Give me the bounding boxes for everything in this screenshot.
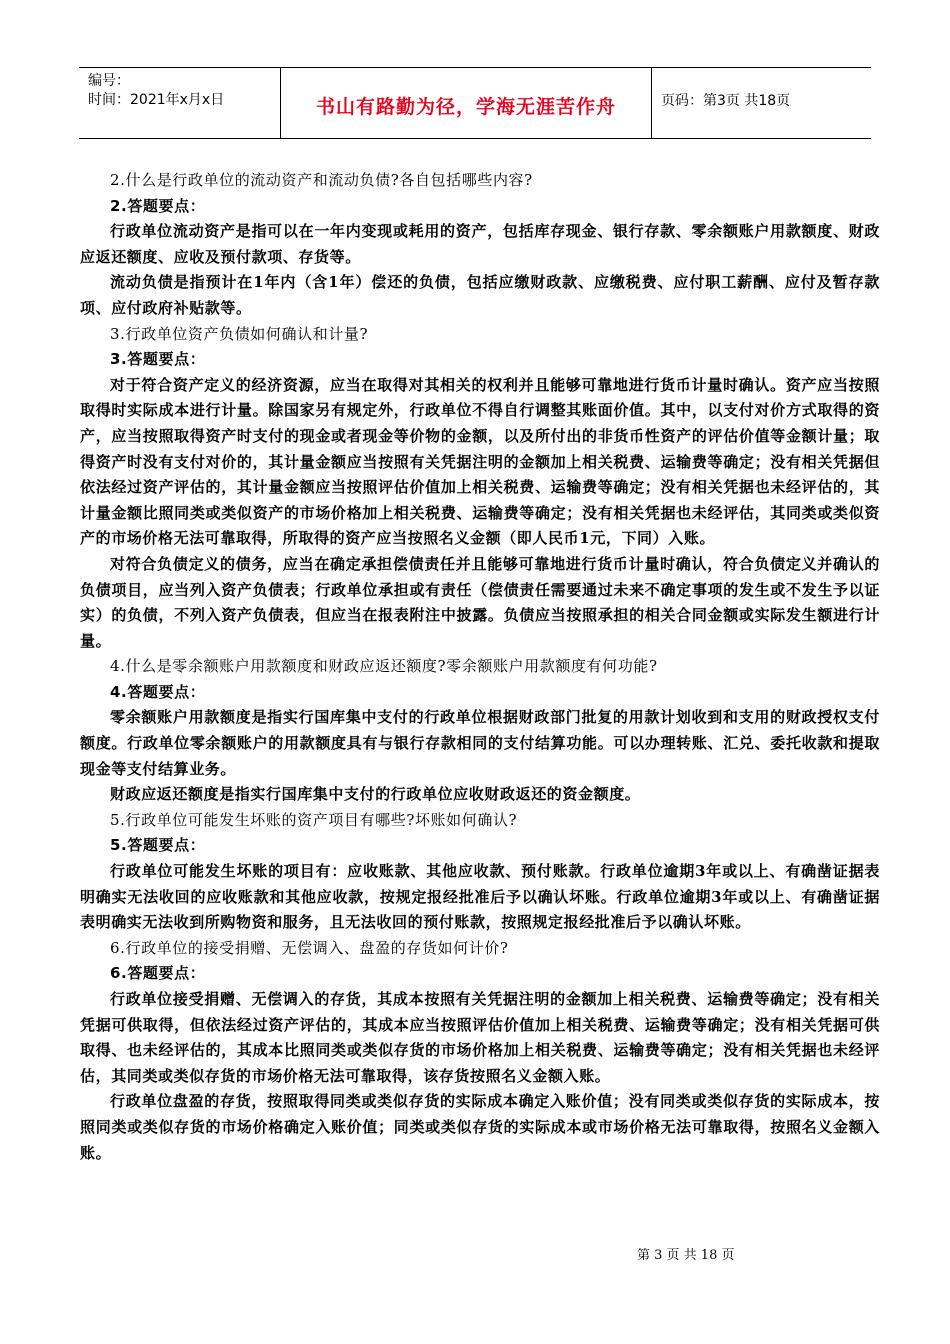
answer-paragraph: 流动负债是指预计在1年内（含1年）偿还的负债，包括应缴财政款、应缴税费、应付职工薪酬、应付及暂存款项、应付政府补贴款等。	[80, 273, 880, 317]
document-body	[80, 168, 880, 1166]
answer-heading: 4.答题要点：	[110, 682, 206, 701]
date-label: 时间：2021年x月x日	[88, 92, 225, 108]
answer-paragraph: 零余额账户用款额度是指实行国库集中支付的行政单位根据财政部门批复的用款计划收到和支用的财政授权支付额度。行政单位零余额账户的用款额度具有与银行存款相同的支付结算功能。可以办理转账、汇兑、委托收款和提取现金等支付结算业务。	[80, 708, 880, 778]
header-motto-cell	[280, 68, 652, 138]
answer-paragraph: 对于符合资产定义的经济资源，应当在取得对其相关的权利并且能够可靠地进行货币计量时确认。资产应当按照取得时实际成本进行计量。除国家另有规定外，行政单位不得自行调整其账面价值。其中，以支付对价方式取得的资产，应当按照取得资产时支付的现金或者现金等价物的金额，以及所付出的非货币性资产的评估价值等金额计量；取得资产时没有支付对价的，其计量金额应当按照有关凭据注明的金额加上相关税费、运输费等确定；没有相关凭据但依法经过资产评估的，其计量金额应当按照评估价值加上相关税费、运输费等确定；没有相关凭据也未经评估的，其计量金额比照同类或类似资产的市场价格加上相关税费、运输费等确定；没有相关凭据也未经评估，其同类或类似资产的市场价格无法可靠取得，所取得的资产应当按照名义金额（即人民币1元，下同）入账。	[80, 375, 880, 548]
answer-paragraph: 行政单位可能发生坏账的项目有：应收账款、其他应收款、预付账款。行政单位逾期3年或以上、有确凿证据表明确实无法收回的应收账款和其他应收款，按规定报经批准后予以确认坏账。行政单位逾期3年或以上、有确凿证据表明确实无法收到所购物资和服务，且无法收回的预付账款，按照规定报经批准后予以确认坏账。	[80, 862, 880, 932]
question-text: 4.什么是零余额账户用款额度和财政应返还额度?零余额账户用款额度有何功能?	[110, 657, 658, 676]
header-right-cell	[652, 68, 871, 138]
question-text: 6.行政单位的接受捐赠、无偿调入、盘盈的存货如何计价?	[110, 938, 509, 957]
question-text: 5.行政单位可能发生坏账的资产项目有哪些?坏账如何确认?	[110, 810, 518, 829]
answer-paragraph: 行政单位接受捐赠、无偿调入的存货，其成本按照有关凭据注明的金额加上相关税费、运输费等确定；没有相关凭据可供取得，但依法经过资产评估的，其成本应当按照评估价值加上相关税费、运输费等确定；没有相关凭据可供取得、也未经评估的，其成本比照同类或类似存货的市场价格加上相关税费、运输费等确定；没有相关凭据也未经评估，其同类或类似存货的市场价格无法可靠取得，该存货按照名义金额入账。	[80, 990, 880, 1085]
page-info: 页码：第3页 共18页	[661, 93, 791, 109]
header-left-cell	[79, 68, 280, 138]
serial-number-label: 编号：	[88, 73, 130, 89]
footer-page-number: 第 3 页 共 18 页	[637, 1248, 735, 1263]
answer-paragraph: 财政应返还额度是指实行国库集中支付的行政单位应收财政返还的资金额度。	[110, 785, 641, 804]
answer-heading: 5.答题要点：	[110, 836, 206, 855]
question-text: 3.行政单位资产负债如何确认和计量?	[110, 324, 369, 343]
answer-heading: 3.答题要点：	[110, 350, 206, 369]
motto-text: 书山有路勤为径，学海无涯苦作舟	[315, 96, 616, 118]
answer-paragraph: 对符合负债定义的债务，应当在确定承担偿债责任并且能够可靠地进行货币计量时确认，符合负债定义并确认的负债项目，应当列入资产负债表；行政单位承担或有责任（偿债责任需要通过未来不确定事项的发生或不发生予以证实）的负债，不列入资产负债表，但应当在报表附注中披露。负债应当按照承担的相关合同金额或实际发生额进行计量。	[80, 554, 880, 650]
answer-paragraph: 行政单位流动资产是指可以在一年内变现或耗用的资产，包括库存现金、银行存款、零余额账户用款额度、财政应返还额度、应收及预付款项、存货等。	[80, 222, 880, 266]
answer-heading: 6.答题要点：	[110, 964, 206, 983]
question-text: 2.什么是行政单位的流动资产和流动负债?各自包括哪些内容?	[110, 171, 533, 189]
answer-paragraph: 行政单位盘盈的存货，按照取得同类或类似存货的实际成本确定入账价值；没有同类或类似存货的实际成本，按照同类或类似存货的市场价格确定入账价值；同类或类似存货的实际成本或市场价格无法可靠取得，按照名义金额入账。	[80, 1092, 880, 1162]
answer-heading: 2.答题要点：	[110, 196, 206, 215]
page-header	[79, 67, 871, 139]
